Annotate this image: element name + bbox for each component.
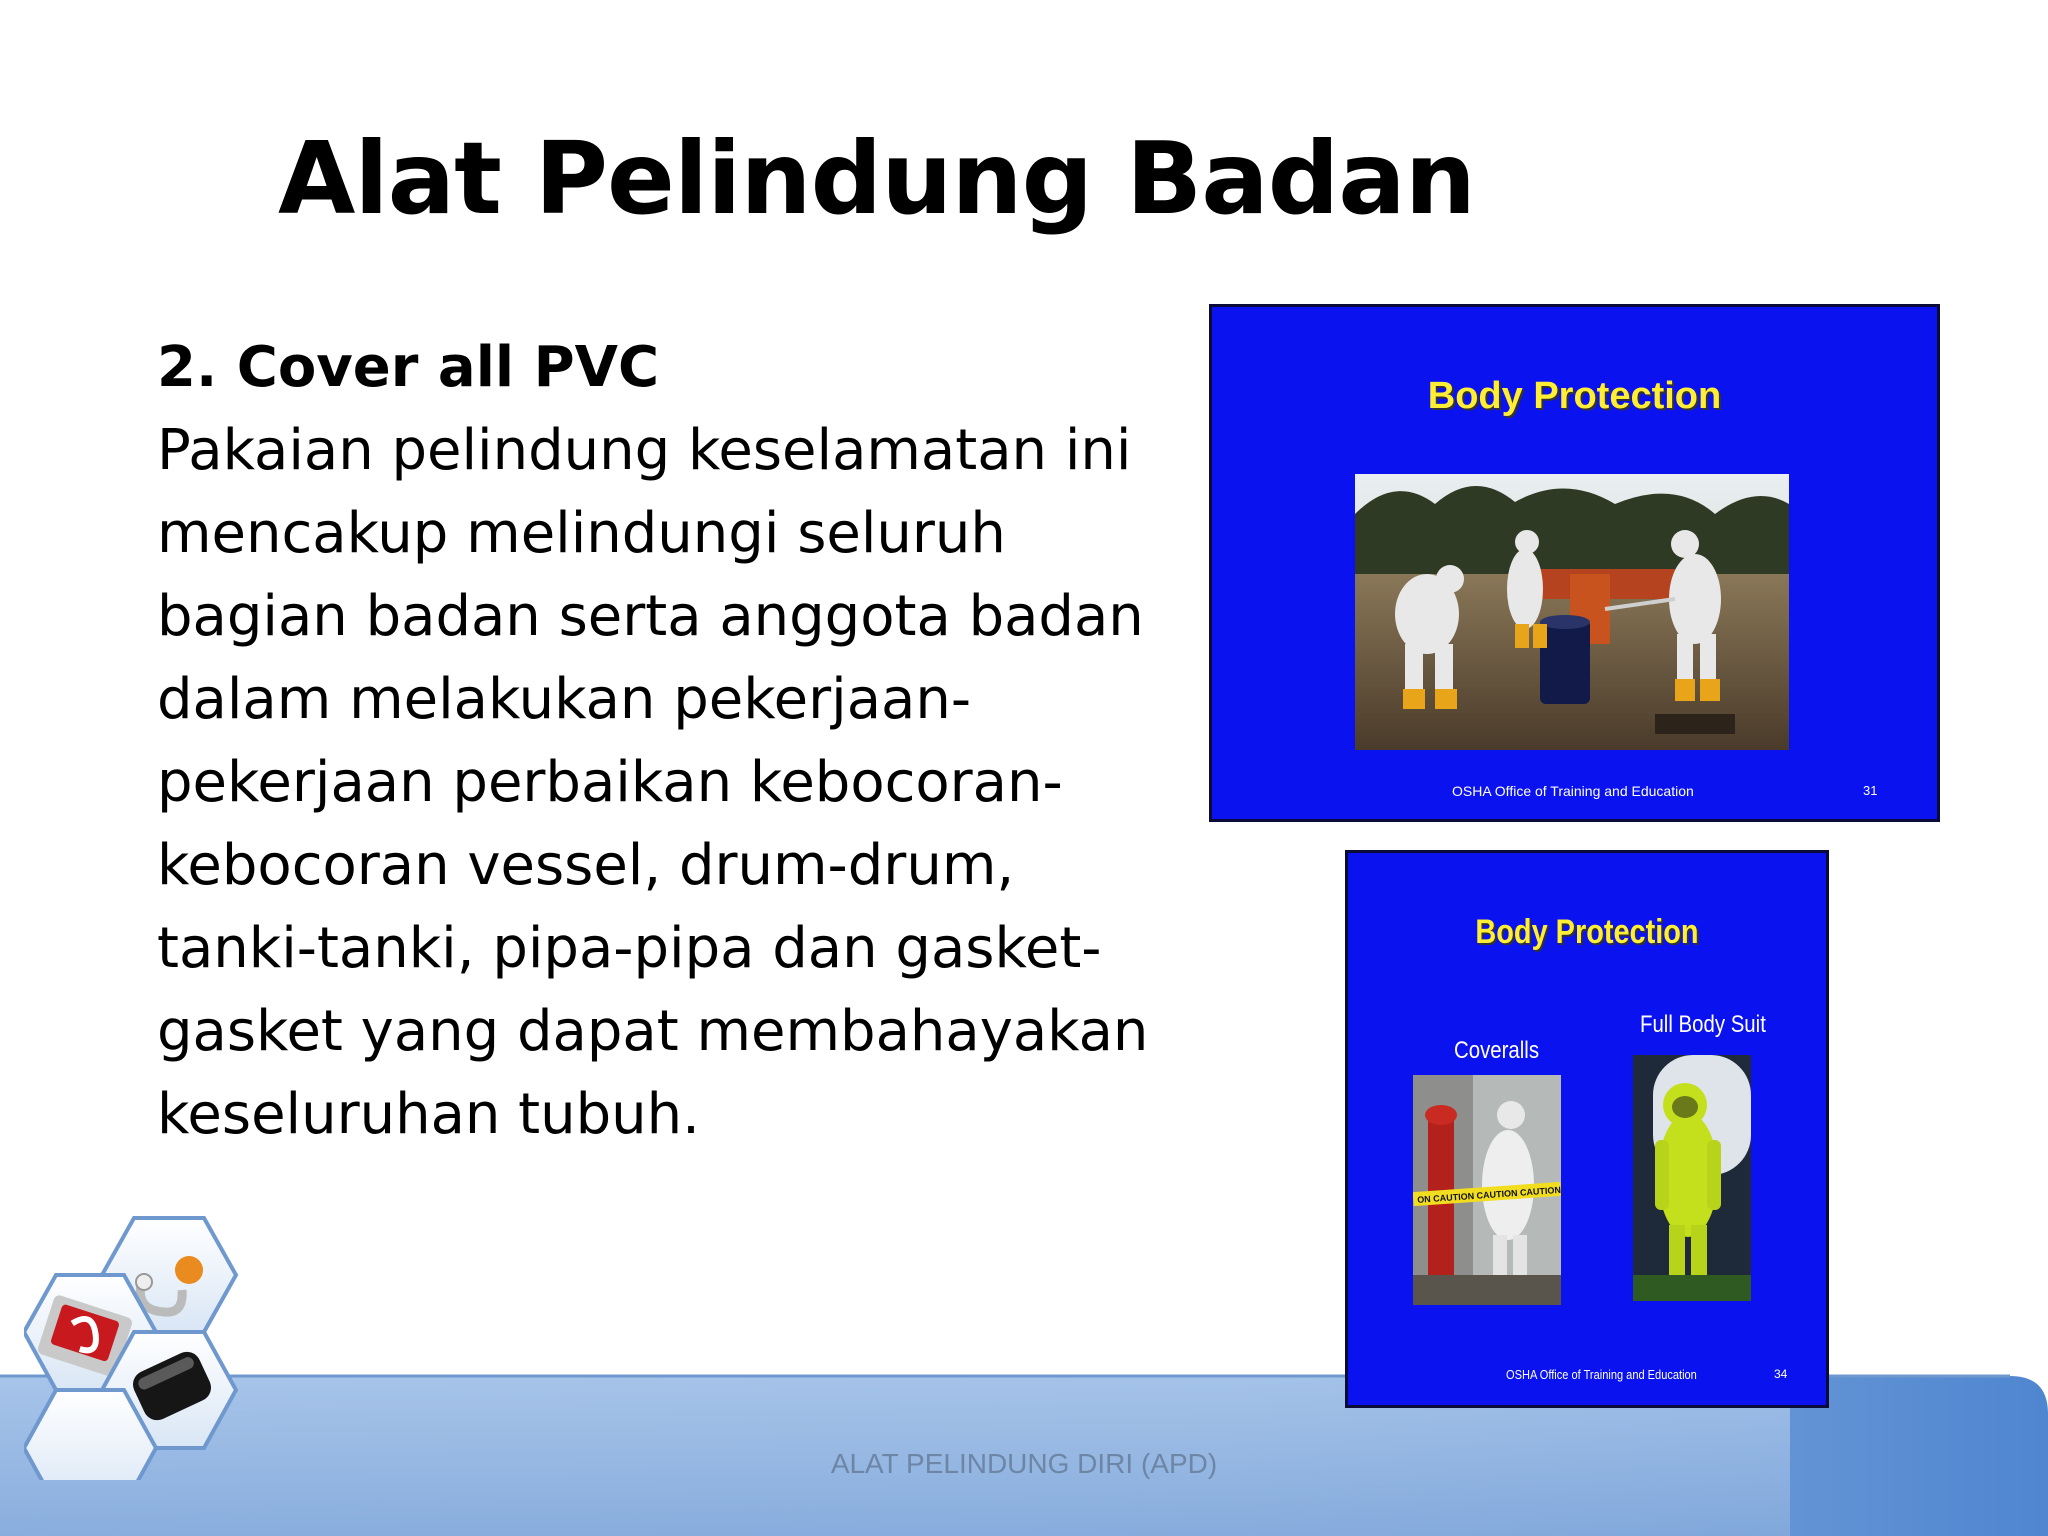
footer-text: ALAT PELINDUNG DIRI (APD) <box>830 1448 1218 1479</box>
full-body-suit-photo <box>1633 1055 1751 1301</box>
slide-title: Alat Pelindung Badan <box>278 120 1475 237</box>
coveralls-label: Coveralls <box>1454 1037 1540 1064</box>
embedded-slide-page-number: 34 <box>1774 1367 1788 1381</box>
embedded-slide-footer: OSHA Office of Training and Education <box>1452 783 1694 799</box>
embedded-slide-body-protection-34 <box>1345 850 1829 1408</box>
coveralls-photo <box>1413 1075 1561 1305</box>
embedded-slide-page-number: 31 <box>1863 783 1878 798</box>
body-text <box>157 326 1157 1156</box>
embedded-slide-title: Body Protection <box>1427 375 1722 417</box>
embedded-slide-title: Body Protection <box>1475 913 1699 951</box>
embedded-slide-body-protection-31 <box>1209 304 1940 822</box>
embedded-slide-footer: OSHA Office of Training and Education <box>1506 1367 1697 1382</box>
section-paragraph: Pakaian pelindung keselamatan ini mencakup melindungi seluruh bagian badan serta anggota badan dalam melakukan pekerjaan-pekerjaan perbaikan kebocoran-kebocoran vessel, drum-drum, tanki-tanki, pipa-pipa dan gasket-gasket yang dapat membahayakan keseluruhan tubuh. <box>157 418 1149 1147</box>
full-body-suit-label: Full Body Suit <box>1640 1011 1766 1038</box>
hazmat-workers-photo <box>1355 474 1789 750</box>
caution-tape-text: ON CAUTION CAUTION CAUTION <box>1416 1184 1561 1205</box>
hexagon-tools-decoration <box>24 1210 274 1480</box>
section-heading: 2. Cover all PVC <box>157 335 660 400</box>
